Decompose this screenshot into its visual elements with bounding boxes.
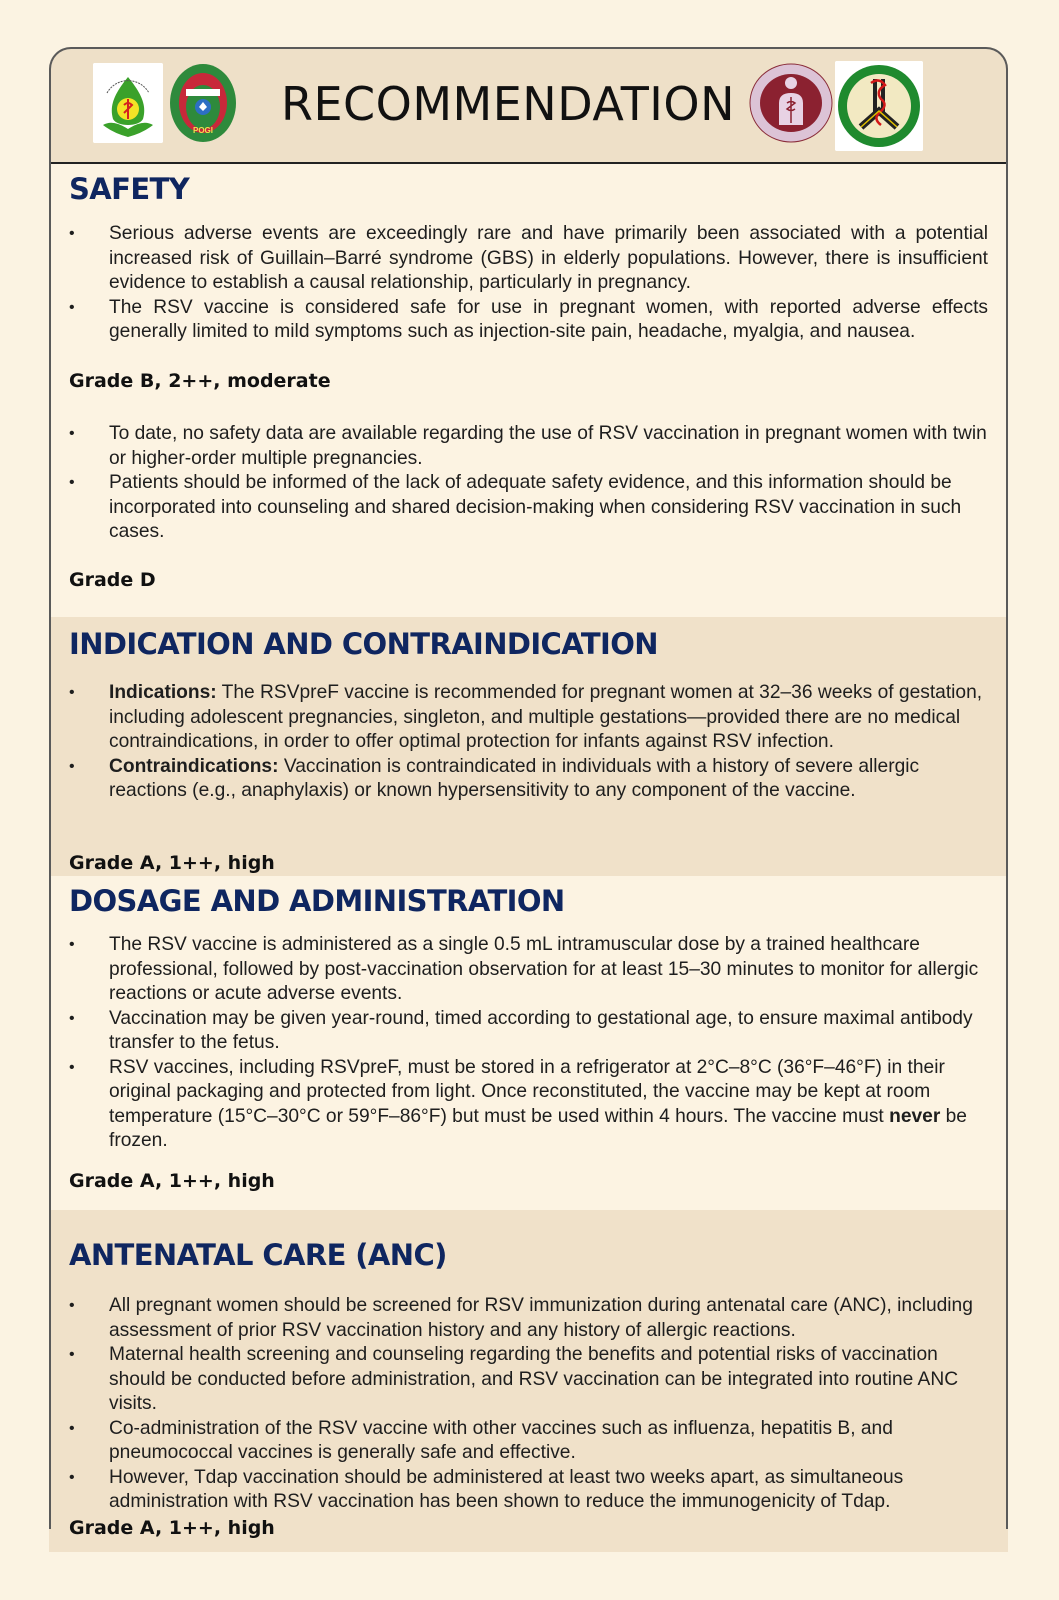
anc-bullets [69,1294,988,1515]
recommendation-card [49,47,1008,1552]
svg-text:POGI: POGI [192,126,214,135]
idai-logo [93,63,163,143]
section-title: ANTENATAL CARE (ANC) [69,1238,447,1272]
list-item: • RSV vaccines, including RSVpreF, must be stored in a refrigerator at 2°C–8°C (36°F–46°F) in their original packaging and protected from light. Once reconstituted, the vaccine may be kept at room temperature (15°C–30°C or 59°F–86°F) but must be used within 4 hours. The vaccine must never be frozen. [69,1056,967,1151]
section-title: DOSAGE AND ADMINISTRATION [69,884,565,918]
dosage-bullets [69,933,988,1154]
section-title: INDICATION AND CONTRAINDICATION [69,627,658,661]
list-item: • However, Tdap vaccination should be administered at least two weeks apart, as simultaneous administration with RSV vaccination has been shown to reduce the immunogenicity of Tdap. [69,1466,904,1512]
papdi-logo [749,63,833,143]
indication-section [49,617,1008,876]
grade-label: Grade D [69,569,156,591]
grade-label: Grade A, 1++, high [69,1517,275,1539]
list-item: • Contraindications: Vaccination is contraindicated in individuals with a history of severe allergic reactions (e.g., anaphylaxis) or known hypersensitivity to any component of the vaccine. [69,755,920,801]
pogi-logo [169,63,237,143]
page-title: RECOMMENDATION [281,77,735,131]
dosage-section [49,876,1008,1210]
grade-label: Grade A, 1++, high [69,852,275,874]
indications-label: Indications: [109,682,217,703]
list-item: • To date, no safety data are available regarding the use of RSV vaccination in pregnant women with twin or higher-order multiple pregnancies. [69,423,987,469]
safety-section [49,164,1008,617]
safety-bullets-group-1 [69,222,988,345]
list-item: • Vaccination may be given year-round, timed according to gestational age, to ensure maximal antibody transfer to the fetus. [69,1007,973,1053]
list-item: • Indications: The RSVpreF vaccine is recommended for pregnant women at 32–36 weeks of gestation, including adolescent pregnancies, singleton, and multiple gestations—provided there are no medical contraindications, in order to offer optimal protection for infants against RSV infection. [69,682,983,752]
list-item: • The RSV vaccine is considered safe for use in pregnant women, with reported adverse effects generally limited to mild symptoms such as injection-site pain, headache, myalgia, and nausea. [69,296,988,342]
peralmuni-logo [835,61,923,151]
grade-label: Grade B, 2++, moderate [69,370,331,392]
list-item: • Co-administration of the RSV vaccine with other vaccines such as influenza, hepatitis B, and pneumococcal vaccines is generally safe and effective. [69,1417,893,1463]
header-banner [49,47,1008,164]
list-item: • All pregnant women should be screened for RSV immunization during antenatal care (ANC), including assessment of prior RSV vaccination history and any history of allergic reactions. [69,1295,973,1341]
anc-section [49,1210,1008,1552]
safety-bullets-group-2 [69,422,988,545]
list-item: • Serious adverse events are exceedingly rare and have primarily been associated with a potential increased risk of Guillain–Barré syndrome (GBS) in elderly populations. However, there is insufficient evidence to establish a causal relationship, particularly in pregnancy. [69,223,988,293]
contraindications-label: Contraindications: [109,755,279,777]
list-item: • The RSV vaccine is administered as a single 0.5 mL intramuscular dose by a trained healthcare professional, followed by post-vaccination observation for at least 15–30 minutes to monitor for allergic reactions or acute adverse events. [69,934,979,1004]
list-item: • Maternal health screening and counseling regarding the benefits and potential risks of vaccination should be conducted before administration, and RSV vaccination can be integrated into routine ANC visits. [69,1344,959,1414]
indication-bullets [69,681,988,804]
grade-label: Grade A, 1++, high [69,1170,275,1192]
list-item: • Patients should be informed of the lack of adequate safety evidence, and this information should be incorporated into counseling and shared decision-making when considering RSV vaccination in such cases. [69,472,962,542]
section-title: SAFETY [69,172,190,206]
